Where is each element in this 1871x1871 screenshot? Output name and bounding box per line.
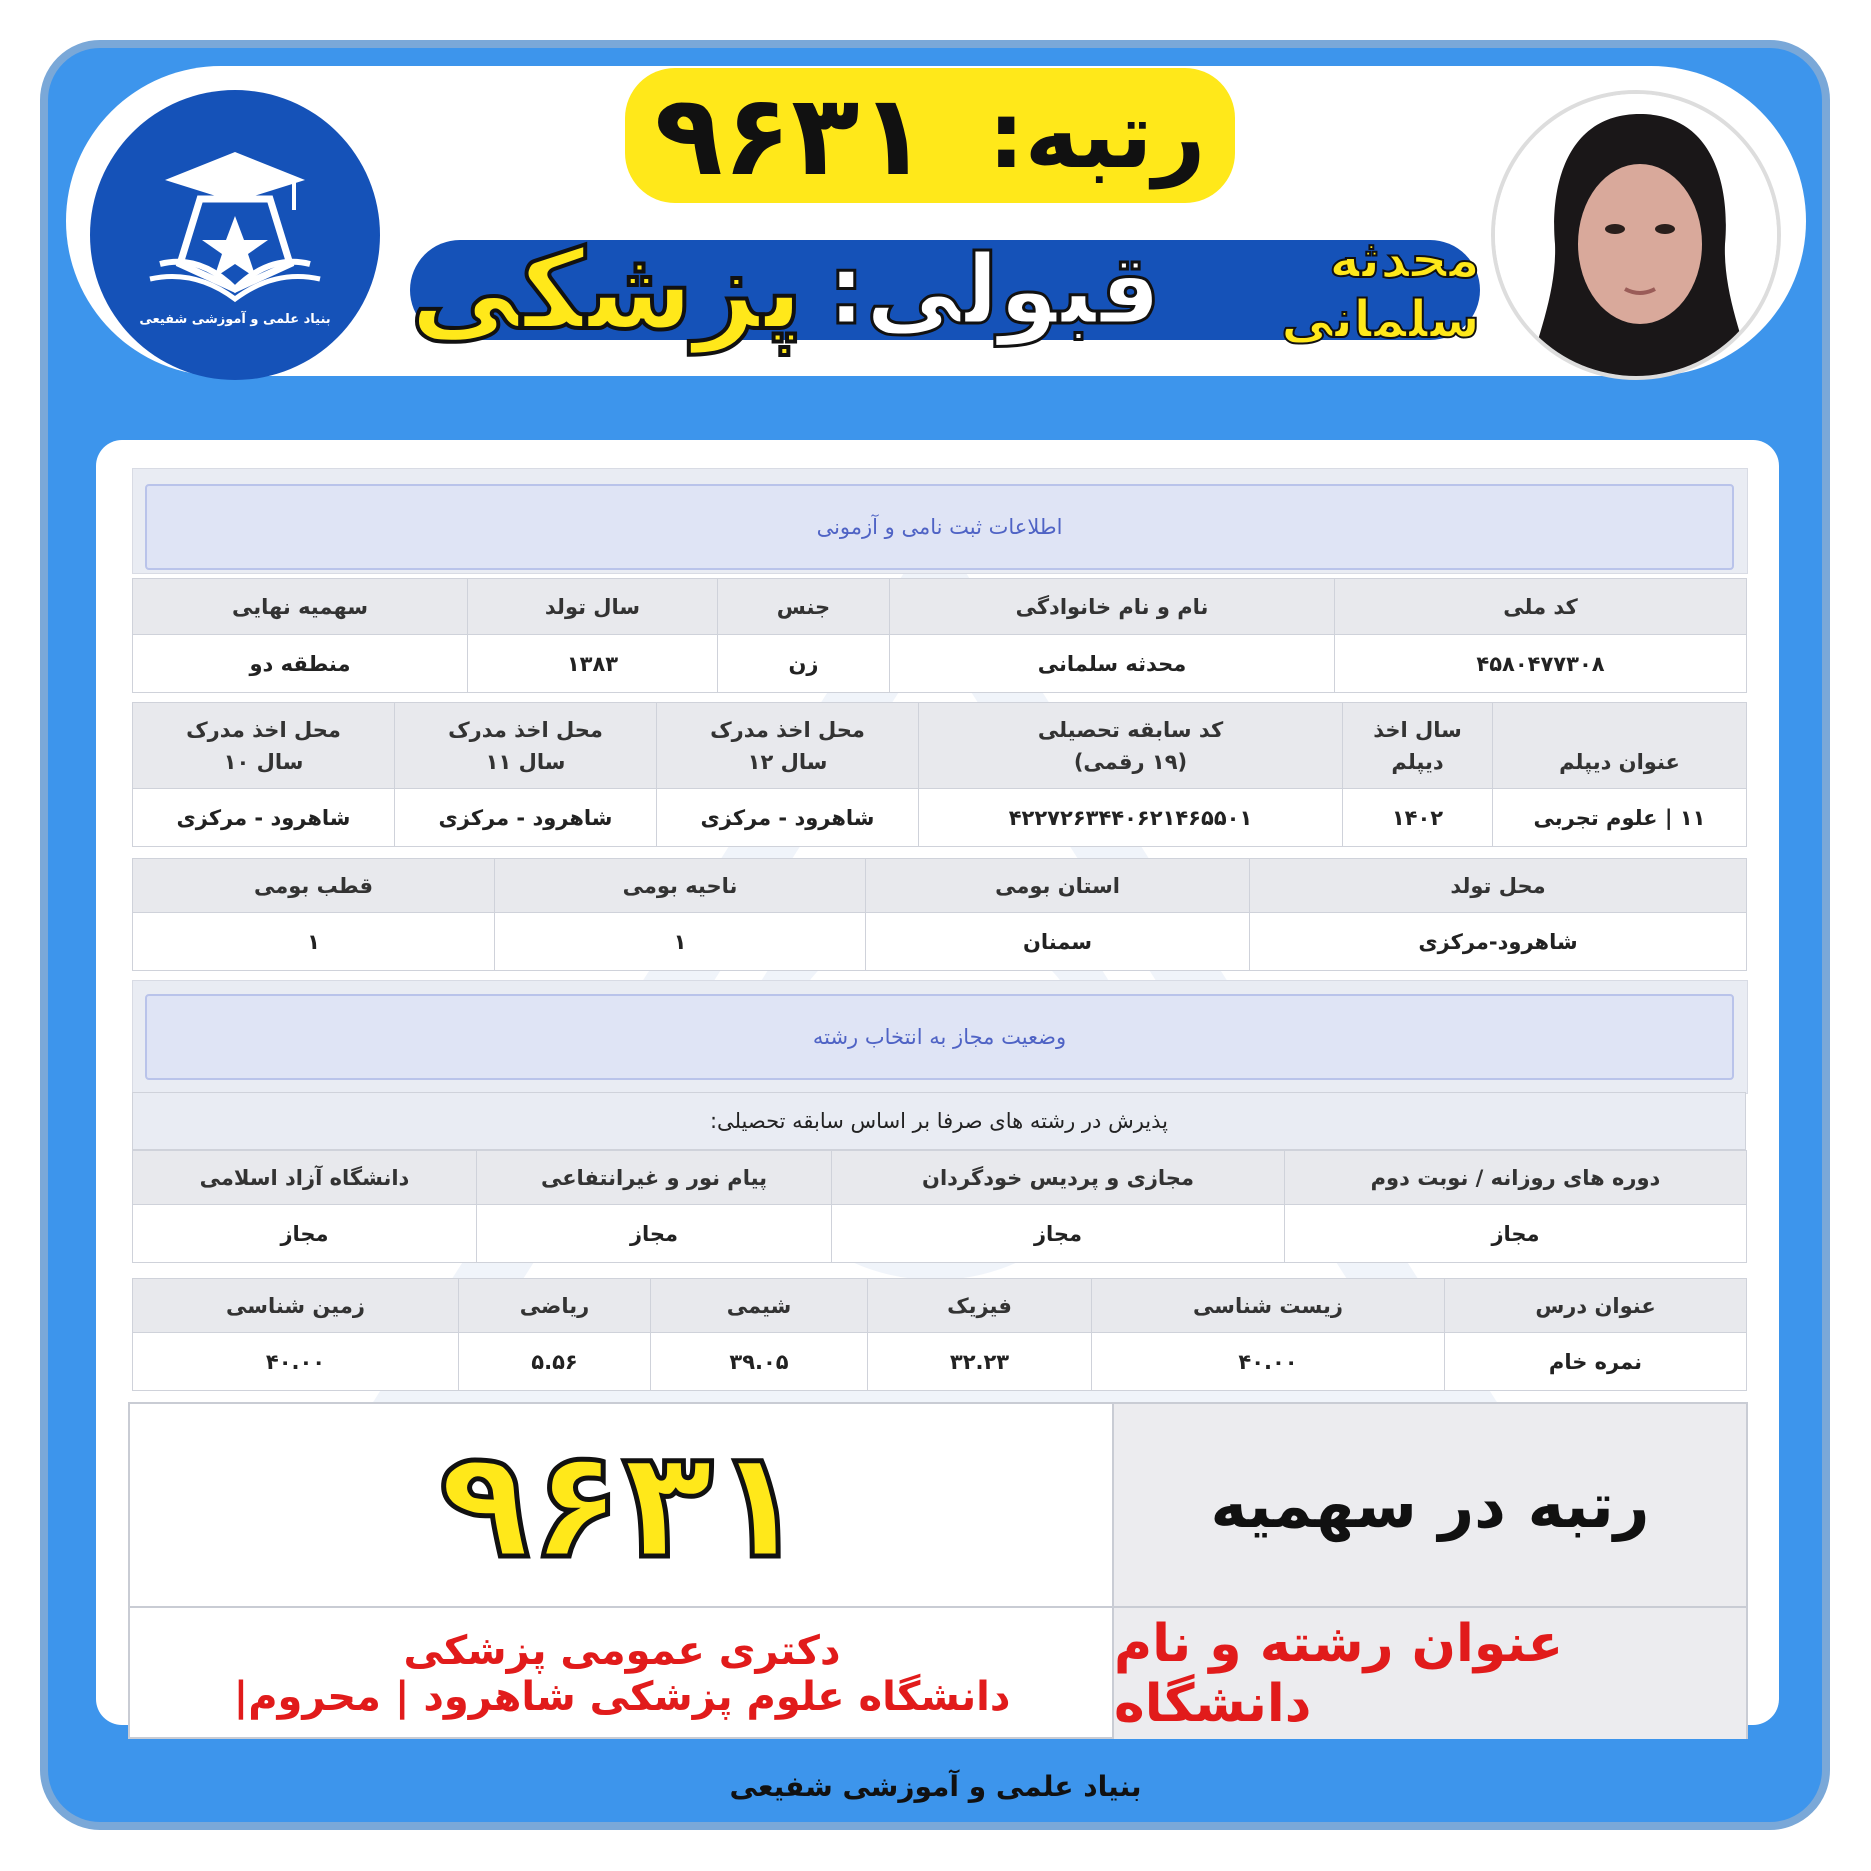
value-education-code: ۴۲۲۷۲۶۳۴۴۰۶۲۱۴۶۵۵۰۱	[919, 789, 1343, 847]
value-gender: زن	[718, 635, 890, 693]
header-physics: فیزیک	[868, 1279, 1092, 1333]
header-native-province: استان بومی	[866, 859, 1250, 913]
header-native-pole: قطب بومی	[133, 859, 495, 913]
value-geology: ۴۰.۰۰	[133, 1333, 459, 1391]
big-rank-cell	[130, 1404, 1114, 1608]
accepted-major: دکتری عمومی پزشکی	[403, 1627, 841, 1674]
admission-note: پذیرش در رشته های صرفا بر اساس سابقه تحصیلی:	[132, 1092, 1746, 1150]
accepted-university: دانشگاه علوم پزشکی شاهرود | محروم|	[233, 1673, 1011, 1720]
header-national-code: کد ملی	[1335, 579, 1747, 635]
student-name: محدثه سلمانی	[1281, 230, 1480, 350]
header-diploma-title: عنوان دیپلم	[1493, 703, 1747, 789]
logo-text: بنیاد علمی و آموزشی شفیعی	[139, 311, 331, 327]
value-native-pole: ۱	[133, 913, 495, 971]
big-rank-value: ۹۶۳۱	[438, 1418, 806, 1592]
acceptance-field: پزشکی	[410, 226, 804, 354]
header-native-region: ناحیه بومی	[495, 859, 866, 913]
value-payam-noor: مجاز	[477, 1205, 832, 1263]
value-virtual-campus: مجاز	[832, 1205, 1285, 1263]
graduation-star-book-icon	[140, 144, 330, 304]
footer-brand: بنیاد علمی و آموزشی شفیعی	[729, 1770, 1142, 1803]
header-daytime-courses: دوره های روزانه / نوبت دوم	[1285, 1151, 1747, 1205]
value-chemistry: ۳۹.۰۵	[651, 1333, 868, 1391]
value-physics: ۳۲.۲۳	[868, 1333, 1092, 1391]
header-biology: زیست شناسی	[1092, 1279, 1445, 1333]
quota-rank-cell	[1112, 1404, 1746, 1608]
value-raw-score-label: نمره خام	[1445, 1333, 1747, 1391]
student-photo	[1491, 90, 1781, 380]
header-math: ریاضی	[459, 1279, 651, 1333]
major-uni-label: عنوان رشته و نام دانشگاه	[1114, 1613, 1564, 1734]
value-daytime-courses: مجاز	[1285, 1205, 1747, 1263]
header-place-year10: محل اخذ مدرک سال ۱۰	[133, 703, 395, 789]
value-math: ۵.۵۶	[459, 1333, 651, 1391]
major-uni-cell	[1112, 1608, 1746, 1739]
header-azad-university: دانشگاه آزاد اسلامی	[133, 1151, 477, 1205]
value-final-quota: منطقه دو	[133, 635, 468, 693]
result-box	[128, 1402, 1748, 1739]
scores-table	[132, 1278, 1747, 1391]
value-native-region: ۱	[495, 913, 866, 971]
value-diploma-year: ۱۴۰۲	[1343, 789, 1493, 847]
value-birth-place: شاهرود-مرکزی	[1250, 913, 1747, 971]
header-payam-noor: پیام نور و غیرانتفاعی	[477, 1151, 832, 1205]
value-biology: ۴۰.۰۰	[1092, 1333, 1445, 1391]
rank-banner	[625, 68, 1235, 203]
result-text-cell	[130, 1608, 1114, 1739]
rank-label: رتبه:	[987, 82, 1206, 189]
value-azad-university: مجاز	[133, 1205, 477, 1263]
header-birth-place: محل تولد	[1250, 859, 1747, 913]
value-place-year10: شاهرود - مرکزی	[133, 789, 395, 847]
rank-value: ۹۶۳۱	[654, 70, 928, 201]
value-birth-year: ۱۳۸۳	[468, 635, 718, 693]
header-final-quota: سهمیه نهایی	[133, 579, 468, 635]
header-place-year12: محل اخذ مدرک سال ۱۲	[657, 703, 919, 789]
value-full-name: محدثه سلمانی	[890, 635, 1335, 693]
value-place-year11: شاهرود - مرکزی	[395, 789, 657, 847]
registration-table	[132, 578, 1747, 693]
value-place-year12: شاهرود - مرکزی	[657, 789, 919, 847]
header-chemistry: شیمی	[651, 1279, 868, 1333]
header-course-title: عنوان درس	[1445, 1279, 1747, 1333]
value-native-province: سمنان	[866, 913, 1250, 971]
header-diploma-year: سال اخذ دیپلم	[1343, 703, 1493, 789]
header-virtual-campus: مجازی و پردیس خودگردان	[832, 1151, 1285, 1205]
header-gender: جنس	[718, 579, 890, 635]
header-geology: زمین شناسی	[133, 1279, 459, 1333]
student-portrait-icon	[1495, 94, 1781, 380]
header-full-name: نام و نام خانوادگی	[890, 579, 1335, 635]
education-table	[132, 702, 1747, 847]
native-table	[132, 858, 1747, 971]
acceptance-row	[410, 210, 1480, 370]
acceptance-label: قبولی:	[827, 234, 1161, 346]
header-place-year11: محل اخذ مدرک سال ۱۱	[395, 703, 657, 789]
header-birth-year: سال تولد	[468, 579, 718, 635]
value-national-code: ۴۵۸۰۴۷۷۳۰۸	[1335, 635, 1747, 693]
section2-title: وضعیت مجاز به انتخاب رشته	[145, 994, 1734, 1080]
quota-rank-label: رتبه در سهمیه	[1210, 1468, 1650, 1542]
section1-title: اطلاعات ثبت نامی و آزمونی	[145, 484, 1734, 570]
eligibility-table	[132, 1150, 1747, 1263]
value-diploma-title: ۱۱ | علوم تجربی	[1493, 789, 1747, 847]
institute-logo	[90, 90, 380, 380]
header-education-code: کد سابقه تحصیلی (۱۹ رقمی)	[919, 703, 1343, 789]
